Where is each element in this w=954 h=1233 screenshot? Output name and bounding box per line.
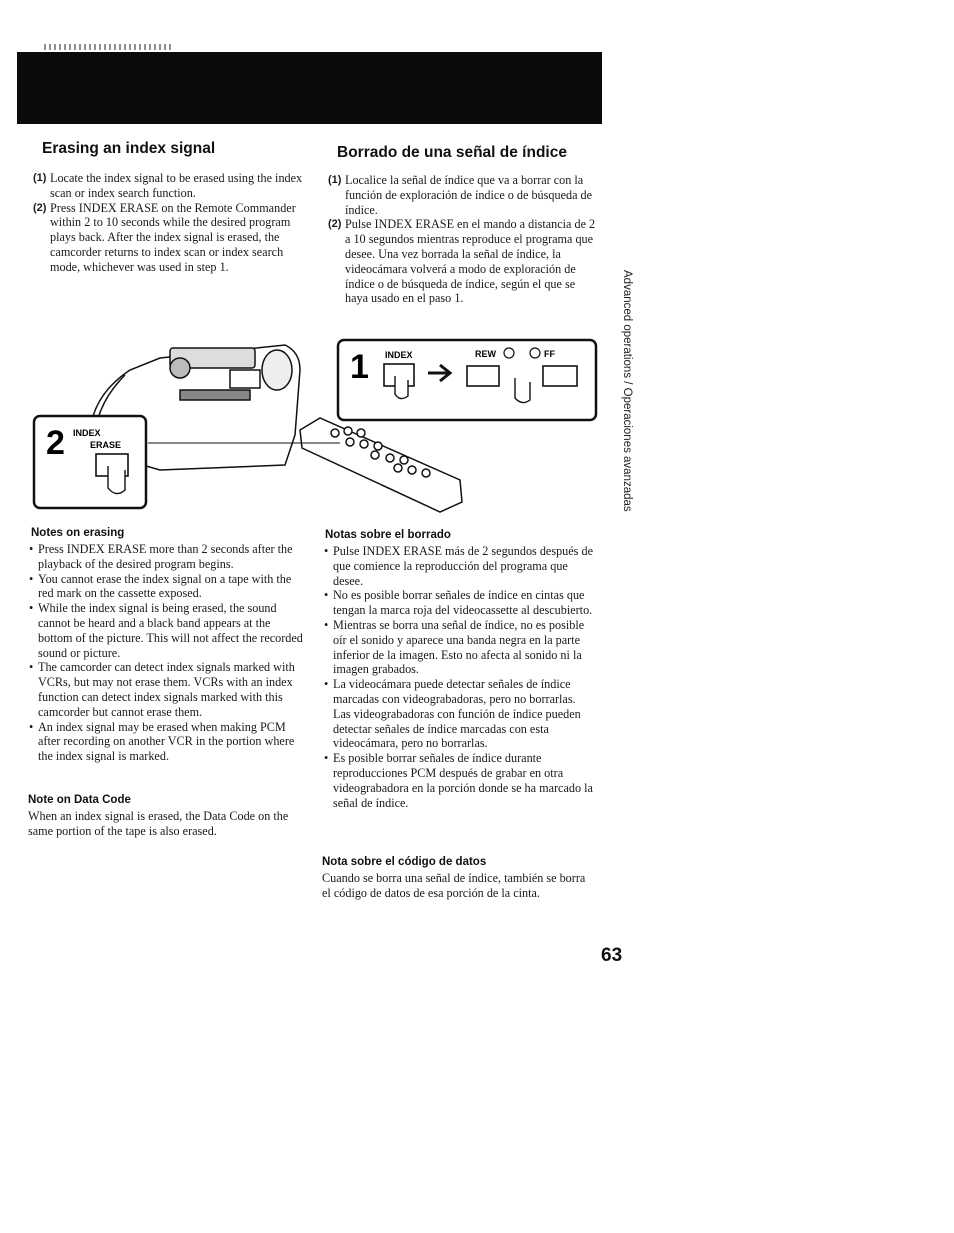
step-text: Press INDEX ERASE on the Remote Commander within 2 to 10 seconds while the desired program plays back. After the index signal is erased, the camcorder returns to index scan or index search mode, whichever was used in step 1. bbox=[50, 200, 296, 274]
step-number: (1) bbox=[33, 172, 47, 184]
note-item: • An index signal may be erased when making PCM after recording on another VCR in the portion where the index signal is marked. bbox=[29, 720, 304, 764]
note-item: • No es posible borrar señales de índice en cintas que tengan la marca roja del videocassette al descubierto. bbox=[324, 588, 594, 618]
header-speckle bbox=[44, 44, 174, 50]
ff-label: FF bbox=[544, 349, 555, 359]
page-number: 63 bbox=[601, 945, 623, 966]
pointing-hand-icon bbox=[515, 378, 530, 403]
rew-label: REW bbox=[475, 349, 496, 359]
rew-button-icon bbox=[467, 366, 499, 386]
datacode-paragraph: When an index signal is erased, the Data Code on the same portion of the tape is also erased. bbox=[28, 809, 289, 838]
note-item: • Press INDEX ERASE more than 2 seconds after the playback of the desired program begins. bbox=[29, 542, 304, 572]
step-2-es bbox=[328, 217, 600, 306]
remote-commander-icon bbox=[300, 418, 462, 512]
note-item: • The camcorder can detect index signals marked with VCRs, but may not erase them. VCRs with an index function can detect index signals marked with this camcorder but cannot erase them. bbox=[29, 660, 304, 719]
header-bar bbox=[17, 52, 602, 124]
datacode-text-es bbox=[322, 871, 594, 901]
step1-panel bbox=[338, 340, 596, 420]
step2-panel bbox=[34, 416, 146, 508]
note-item: • Es posible borrar señales de índice durante reproducciones PCM después de grabar en otra videograbadora en la porción donde se ha marcado la señal de índice. bbox=[324, 751, 594, 810]
notes-es bbox=[324, 544, 594, 810]
section-title-en: Erasing an index signal bbox=[42, 140, 216, 157]
index-label: INDEX bbox=[385, 350, 413, 360]
steps-en bbox=[33, 171, 308, 275]
section-title-es: Borrado de una señal de índice bbox=[337, 144, 567, 161]
step-2-en bbox=[33, 201, 308, 275]
step-number: (2) bbox=[33, 201, 47, 214]
note-item: • While the index signal is being erased, the sound cannot be heard and a black band appears at the bottom of the picture. This will not affect the recorded sound or picture. bbox=[29, 601, 304, 660]
datacode-text-en bbox=[28, 809, 306, 839]
index-erase-label-line2: ERASE bbox=[90, 440, 122, 450]
rew-icon bbox=[504, 348, 514, 358]
step-number: (1) bbox=[328, 174, 342, 186]
step-text: Pulse INDEX ERASE en el mando a distancia de 2 a 10 segundos mientras reproduce el programa que desee. Una vez borrada la señal de índice, la videocámara volverá a modo de exploración de índice o de búsqueda de índice, según el que se haya usado en el paso 1. bbox=[345, 217, 596, 306]
step-number: (2) bbox=[328, 218, 342, 231]
index-erase-label-line1: INDEX bbox=[73, 428, 101, 438]
side-section-label: Advanced operations / Operaciones avanzadas bbox=[621, 270, 633, 512]
step-text: Localice la señal de índice que va a borrar con la función de exploración de índice o de búsqueda de índice. bbox=[345, 173, 593, 217]
notes-title-en: Notes on erasing bbox=[31, 527, 125, 539]
step-1-en bbox=[33, 171, 308, 201]
step-text: Locate the index signal to be erased using the index scan or index search function. bbox=[50, 171, 303, 200]
camcorder-remote-illustration bbox=[30, 330, 605, 520]
note-item: • La videocámara puede detectar señales de índice marcadas con videograbadoras, pero no borrarlas. Las videograbadoras con función de índice pueden detectar señales de índice marcadas con esta videocámara, pero no borrarlas. bbox=[324, 677, 594, 751]
steps-es bbox=[328, 173, 600, 306]
ff-icon bbox=[530, 348, 540, 358]
step1-number: 1 bbox=[350, 348, 369, 386]
notes-title-es: Notas sobre el borrado bbox=[325, 529, 451, 541]
note-item: • You cannot erase the index signal on a tape with the red mark on the cassette exposed. bbox=[29, 572, 304, 602]
note-item: • Mientras se borra una señal de índice, no es posible oír el sonido y aparece una banda negra en la parte inferior de la imagen. Esto no afecta al sonido ni la imagen grabados. bbox=[324, 618, 594, 677]
note-item: • Pulse INDEX ERASE más de 2 segundos después de que comience la reproducción del programa que desee. bbox=[324, 544, 594, 588]
pointing-hand-icon bbox=[108, 466, 125, 494]
ff-button-icon bbox=[543, 366, 577, 386]
step2-number: 2 bbox=[46, 424, 65, 462]
datacode-title-en: Note on Data Code bbox=[28, 794, 131, 806]
notes-en bbox=[29, 542, 304, 764]
datacode-paragraph: Cuando se borra una señal de índice, también se borra el código de datos de esa porción de la cinta. bbox=[322, 871, 586, 900]
step-1-es bbox=[328, 173, 600, 217]
datacode-title-es: Nota sobre el código de datos bbox=[322, 856, 487, 868]
